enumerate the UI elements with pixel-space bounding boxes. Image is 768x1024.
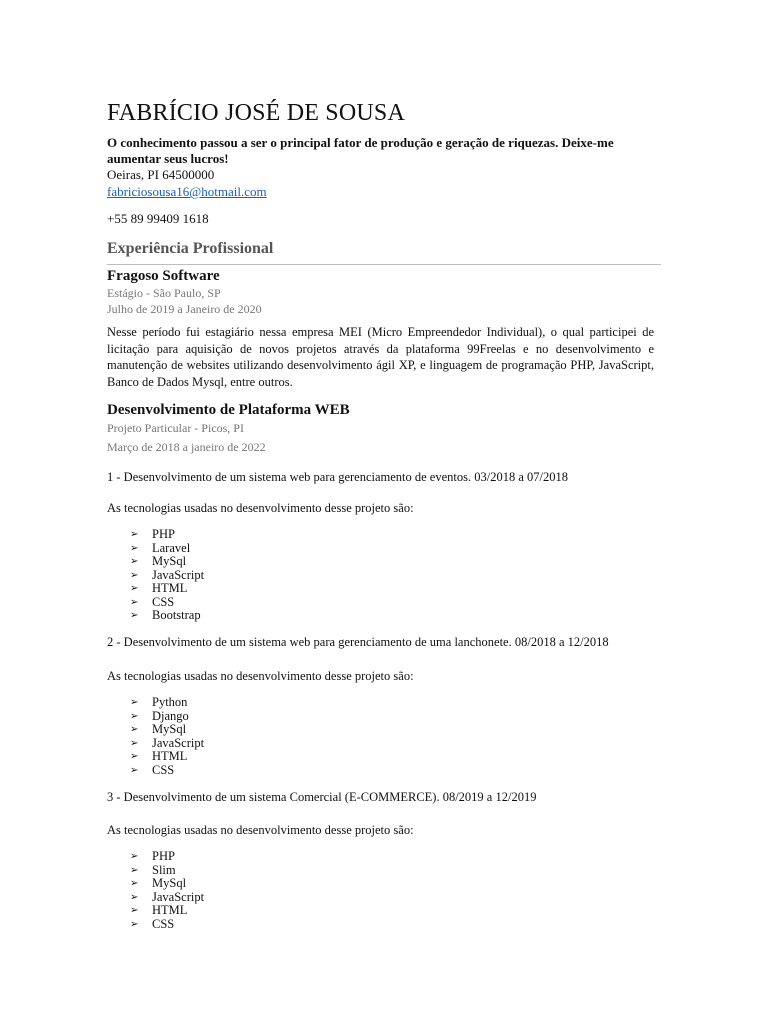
project-intro: As tecnologias usadas no desenvolvimento desse projeto são:: [107, 823, 414, 837]
job-title: Fragoso Software: [107, 268, 220, 284]
list-item: [130, 609, 204, 623]
list-item: [130, 891, 204, 905]
section-divider: [107, 264, 661, 265]
tech-label: MySql: [152, 554, 187, 568]
arrowhead-bullet-icon: ➢: [130, 864, 139, 876]
tech-label: Python: [152, 695, 188, 709]
tech-label: HTML: [152, 581, 188, 595]
tech-label: MySql: [152, 876, 187, 890]
tech-label: Bootstrap: [152, 608, 201, 622]
tech-label: HTML: [152, 903, 188, 917]
project-intro: As tecnologias usadas no desenvolvimento desse projeto são:: [107, 669, 414, 683]
tech-label: CSS: [152, 916, 175, 931]
tech-label: Laravel: [152, 540, 191, 555]
list-item: [130, 596, 204, 610]
list-item: [130, 750, 204, 764]
email-link[interactable]: fabriciosousa16@hotmail.com: [107, 184, 267, 199]
project-heading: 2 - Desenvolvimento de um sistema web para gerenciamento de uma lanchonete. 08/2018 a 12/2018: [107, 635, 609, 649]
list-item: [130, 864, 204, 878]
list-item: [130, 542, 204, 556]
tech-label: JavaScript: [152, 567, 205, 582]
job-role-location: Projeto Particular - Picos, PI: [107, 421, 244, 435]
arrowhead-bullet-icon: ➢: [130, 583, 139, 594]
email-line: [107, 184, 267, 200]
tech-label: MySql: [152, 722, 187, 736]
arrowhead-bullet-icon: ➢: [130, 596, 139, 608]
tech-label: JavaScript: [152, 735, 205, 750]
location: Oeiras, PI 64500000: [107, 167, 215, 182]
list-item: [130, 904, 204, 918]
tagline: O conhecimento passou a ser o principal fator de produção e geração de riquezas. Deixe-me aumentar seus lucros!: [107, 135, 614, 166]
arrowhead-bullet-icon: ➢: [130, 851, 139, 862]
job-entry: [107, 267, 654, 390]
arrowhead-bullet-icon: ➢: [130, 710, 139, 722]
list-item: [130, 582, 204, 596]
list-item: [130, 850, 204, 864]
tech-label: Slim: [152, 862, 176, 877]
arrowhead-bullet-icon: ➢: [130, 737, 139, 749]
list-item: [130, 555, 204, 569]
arrowhead-bullet-icon: ➢: [130, 569, 139, 581]
job-entry: [107, 401, 654, 455]
candidate-name: FABRÍCIO JOSÉ DE SOUSA: [107, 100, 406, 126]
arrowhead-bullet-icon: ➢: [130, 542, 139, 554]
tech-label: Django: [152, 708, 189, 723]
phone: +55 89 99409 1618: [107, 211, 209, 226]
arrowhead-bullet-icon: ➢: [130, 918, 139, 930]
arrowhead-bullet-icon: ➢: [130, 724, 139, 735]
arrowhead-bullet-icon: ➢: [130, 891, 139, 903]
project-heading: 1 - Desenvolvimento de um sistema web para gerenciamento de eventos. 03/2018 a 07/2018: [107, 470, 568, 484]
list-item: [130, 764, 204, 778]
list-item: [130, 696, 204, 710]
tech-list: [130, 850, 204, 931]
arrowhead-bullet-icon: ➢: [130, 697, 139, 708]
list-item: [130, 918, 204, 932]
list-item: [130, 569, 204, 583]
job-role-location: Estágio - São Paulo, SP: [107, 286, 221, 300]
tech-label: CSS: [152, 594, 175, 609]
project-intro: As tecnologias usadas no desenvolvimento desse projeto são:: [107, 501, 414, 515]
list-item: [130, 528, 204, 542]
tech-label: HTML: [152, 749, 188, 763]
arrowhead-bullet-icon: ➢: [130, 751, 139, 762]
arrowhead-bullet-icon: ➢: [130, 764, 139, 776]
list-item: [130, 723, 204, 737]
job-description: Nesse período fui estagiário nessa empresa MEI (Micro Empreendedor Individual), o qual participei de licitação para aquisição de novos projetos através da plataforma 99Freelas e no desenvolvimento e manutenção de websites utilizando desenvolvimento ágil XP, e linguagem de programação PHP, JavaScript, Banco de Dados Mysql, entre outros.: [107, 325, 654, 389]
list-item: [130, 710, 204, 724]
list-item: [130, 737, 204, 751]
tech-label: JavaScript: [152, 889, 205, 904]
project-heading: 3 - Desenvolvimento de um sistema Comercial (E-COMMERCE). 08/2019 a 12/2019: [107, 790, 537, 804]
tech-label: CSS: [152, 762, 175, 777]
job-title: Desenvolvimento de Plataforma WEB: [107, 402, 350, 418]
tech-list: [130, 528, 204, 623]
tech-label: PHP: [152, 849, 175, 863]
tech-list: [130, 696, 204, 777]
arrowhead-bullet-icon: ➢: [130, 556, 139, 567]
arrowhead-bullet-icon: ➢: [130, 905, 139, 916]
list-item: [130, 877, 204, 891]
job-period: Março de 2018 a janeiro de 2022: [107, 440, 266, 454]
job-period: Julho de 2019 a Janeiro de 2020: [107, 302, 262, 316]
arrowhead-bullet-icon: ➢: [130, 878, 139, 889]
arrowhead-bullet-icon: ➢: [130, 610, 139, 621]
section-title-experience: Experiência Profissional: [107, 240, 274, 257]
arrowhead-bullet-icon: ➢: [130, 529, 139, 540]
tech-label: PHP: [152, 527, 175, 541]
